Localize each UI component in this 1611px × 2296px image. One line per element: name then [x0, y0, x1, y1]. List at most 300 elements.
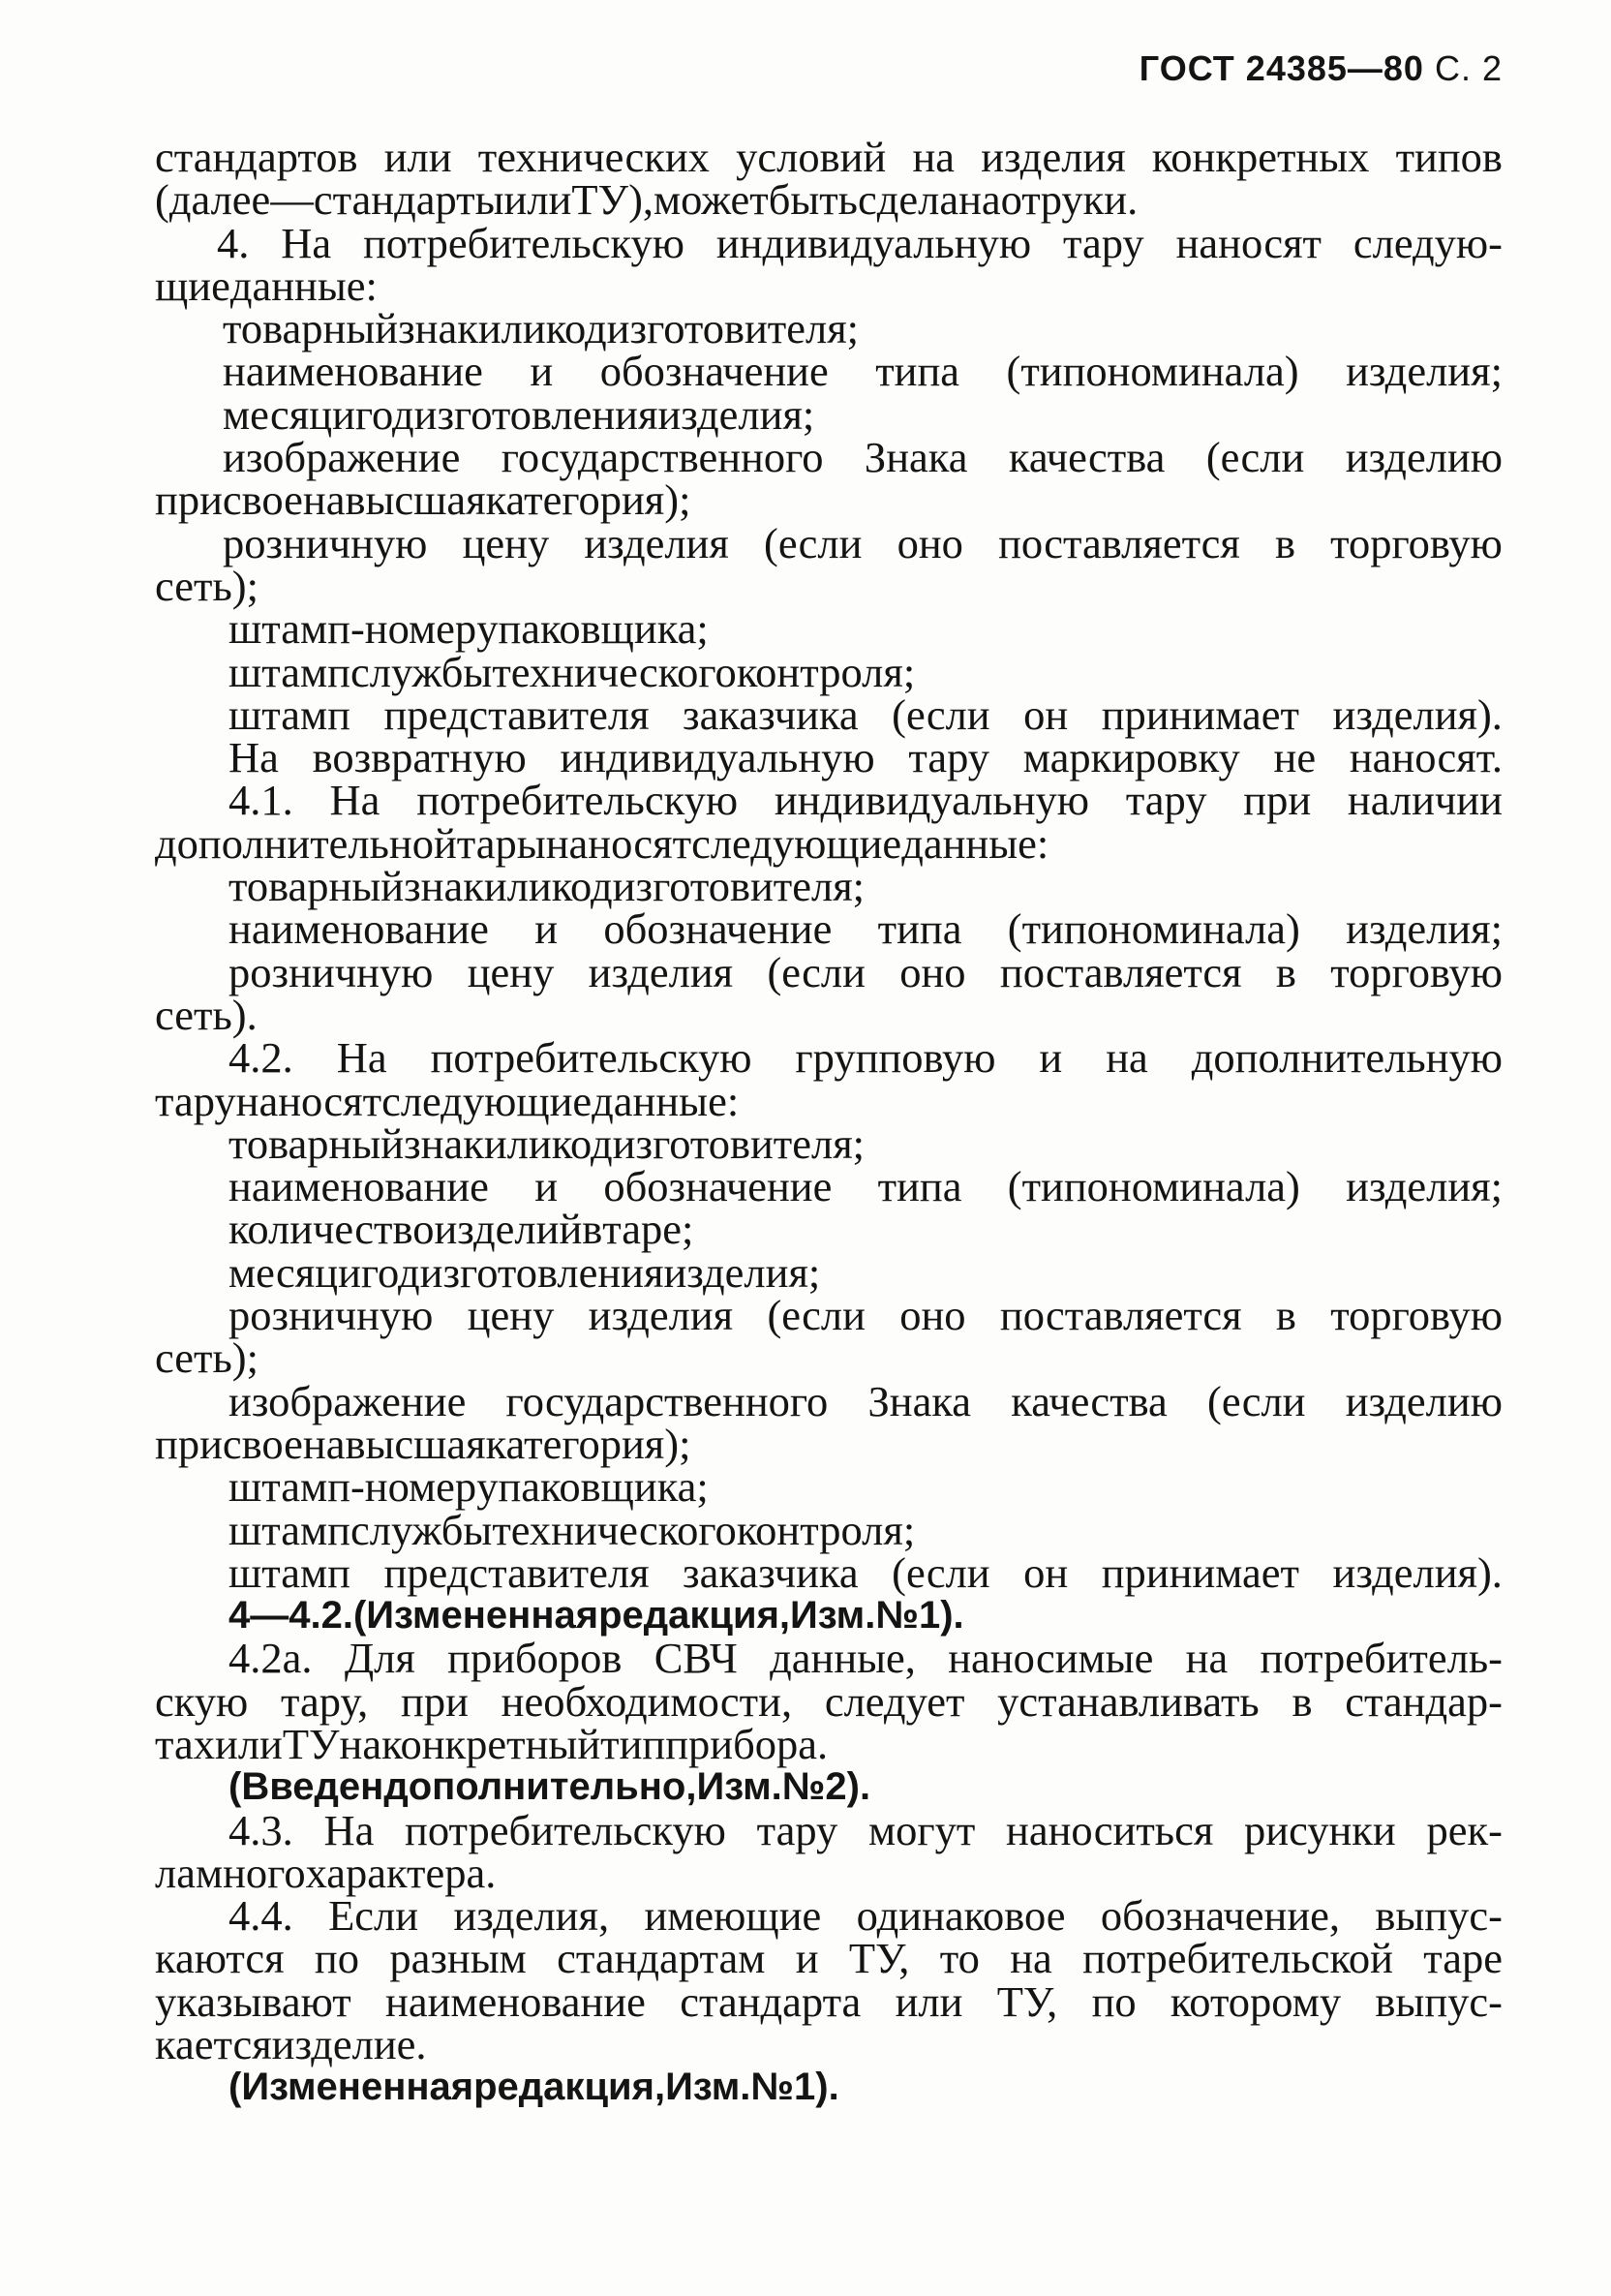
word: тах [155, 1719, 215, 1768]
word: в [582, 1205, 603, 1254]
document-body [155, 133, 1503, 2109]
word: оно [899, 947, 966, 996]
word: изделию [1345, 433, 1503, 482]
word: цену [462, 518, 550, 567]
word: контроля; [736, 1505, 916, 1554]
word: тару [155, 1076, 236, 1125]
word: 4.2а. [228, 1634, 313, 1683]
word: конкретный [381, 1719, 601, 1768]
text-line [155, 1376, 1503, 1425]
word: стандартам [557, 1934, 766, 1983]
word: рисунки [1244, 1805, 1396, 1854]
word: каются [155, 1934, 285, 1983]
word: указывают [155, 1976, 351, 2026]
word: службы [350, 1505, 493, 1554]
word: контроля; [736, 647, 916, 696]
text-line [155, 1333, 1503, 1383]
word: тары [456, 818, 546, 868]
word: и [338, 1247, 361, 1297]
text-line [155, 776, 1503, 825]
word: изображение [223, 433, 461, 482]
word: следующие [691, 818, 902, 868]
word: изделия; [1346, 1162, 1503, 1211]
word: изделие. [271, 2020, 427, 2069]
word: качества [1008, 433, 1166, 482]
word: имеющие [644, 1891, 822, 1941]
word: в [1275, 1291, 1296, 1340]
word: выпус- [1375, 1891, 1503, 1941]
word: тару [756, 1805, 838, 1854]
word: торговую [1330, 518, 1503, 567]
word: сеть). [155, 990, 258, 1039]
word: изготовителя; [612, 1118, 866, 1168]
word: от [1000, 175, 1041, 225]
word: наноситься [1006, 1805, 1214, 1854]
word: обозначение [603, 904, 833, 954]
text-line [155, 689, 1503, 739]
word: стандар- [1345, 1676, 1503, 1726]
word: может [654, 175, 769, 225]
word: государственного [501, 433, 824, 482]
word: 2). [825, 1765, 871, 1809]
word: потребительскую [363, 218, 684, 267]
word: маркировку [1022, 733, 1240, 782]
word: СВЧ [654, 1634, 738, 1683]
word: год [354, 389, 414, 439]
word: редакция, [473, 2066, 666, 2109]
word: тару, [280, 1676, 369, 1726]
text-line [155, 1805, 1503, 1854]
word: в [1274, 518, 1295, 567]
page-number: С. 2 [1434, 48, 1503, 88]
word: или [383, 133, 452, 181]
text-line [155, 1505, 1503, 1554]
word: государственного [505, 1376, 829, 1425]
word: данные, [770, 1634, 916, 1683]
word: (типономинала) [1007, 904, 1300, 954]
text-line [155, 1162, 1503, 1211]
word: (если [892, 1547, 990, 1597]
word: месяц [223, 389, 333, 439]
word: индивидуальную [715, 218, 1032, 267]
word: или [895, 1976, 963, 2026]
word: знак [404, 1118, 484, 1168]
word: (Измененная [228, 2066, 474, 2109]
word: высшая [345, 1419, 486, 1468]
word: ТУ), [571, 175, 654, 225]
text-line [155, 947, 1503, 996]
word: тару [908, 733, 990, 782]
word: тару [1063, 218, 1144, 267]
word: наносят [235, 1076, 382, 1125]
word: изготовления [419, 1247, 664, 1297]
word: следую- [1353, 218, 1503, 267]
text-line [155, 1419, 1503, 1468]
word: скую [155, 1676, 249, 1726]
word: (типономинала) [1007, 1162, 1300, 1211]
word: и [795, 1934, 819, 1983]
word: изделию [1345, 1376, 1503, 1425]
word: Для [344, 1634, 415, 1683]
word: На [329, 776, 380, 825]
word: и [534, 904, 559, 954]
word: стандартов [155, 133, 358, 181]
word: рек- [1426, 1805, 1503, 1854]
text-line [155, 1934, 1503, 1983]
word: технического [492, 1505, 737, 1554]
word: сеть); [155, 1333, 258, 1383]
text-line [155, 1033, 1503, 1083]
word: не [1273, 733, 1317, 782]
word: изделия [981, 133, 1126, 181]
word: службы [350, 647, 493, 696]
word: индивидуальную [560, 733, 875, 782]
word: он [1023, 689, 1069, 739]
word: Изм. [696, 1765, 782, 1809]
word: упаковщика; [476, 604, 709, 654]
word: на [339, 1719, 382, 1768]
text-line [155, 647, 1503, 696]
word: товарный [228, 862, 405, 911]
text-line [155, 990, 1503, 1039]
word: индивидуальную [774, 776, 1090, 825]
text-line [155, 1765, 1503, 1808]
text-line [155, 604, 1503, 654]
word: штамп [228, 647, 350, 696]
word: изделия; [657, 389, 815, 439]
word: руки. [1040, 175, 1139, 225]
word: одинаковое [856, 1891, 1066, 1941]
word: 4—4.2. [228, 1594, 353, 1638]
text-line [155, 1462, 1503, 1512]
word: при [401, 1676, 469, 1726]
word: код [545, 304, 607, 353]
word: разным [389, 1934, 527, 1983]
word: которому [1170, 1976, 1342, 2026]
word: наносимые [948, 1634, 1154, 1683]
word: или [483, 862, 552, 911]
word: (если [1205, 433, 1305, 482]
text-line [155, 862, 1503, 911]
word: в [1292, 1676, 1313, 1726]
text-line [155, 818, 1503, 868]
word: типа [875, 347, 960, 396]
word: наименование [223, 347, 483, 396]
word: или [477, 304, 546, 353]
word: категория); [485, 475, 691, 525]
word: принимает [1101, 689, 1300, 739]
word: характера. [305, 1848, 497, 1897]
word: розничную [228, 1291, 434, 1340]
word: код [551, 862, 613, 911]
word: возвратную [312, 733, 527, 782]
word: обозначение [603, 1162, 833, 1211]
word: — [270, 175, 314, 225]
word: по [1091, 1976, 1137, 2026]
word: наименование [385, 1976, 646, 2026]
word: (если [764, 518, 863, 567]
word: месяц [228, 1247, 339, 1297]
word: (если [767, 947, 866, 996]
word: 4.1. [228, 776, 293, 825]
text-line [155, 304, 1503, 353]
word: изделия, [453, 1891, 610, 1941]
word: Знака [867, 1376, 972, 1425]
word: необходимости, [501, 1676, 793, 1726]
word: изготовления [413, 389, 658, 439]
text-line [155, 475, 1503, 525]
word: ТУ, [996, 1976, 1058, 2026]
text-line [155, 1076, 1503, 1125]
word: изделия [588, 1291, 734, 1340]
word: изделия). [1332, 1547, 1503, 1597]
word: представителя [383, 689, 650, 739]
word: данные: [229, 260, 378, 310]
word: На [281, 218, 332, 267]
text-line [155, 1848, 1503, 1897]
word: прибора. [665, 1719, 829, 1768]
word: № [875, 1594, 919, 1638]
word: № [781, 1765, 826, 1809]
word: ламного [155, 1848, 306, 1897]
word: потребительскую [405, 1805, 726, 1854]
word: щие [155, 260, 230, 310]
word: тип [600, 1719, 666, 1768]
word: цену [467, 947, 555, 996]
word: и [530, 347, 554, 396]
text-line [155, 347, 1503, 396]
word: Изм. [790, 1594, 876, 1638]
word: заказчика [683, 689, 859, 739]
word: при [1243, 776, 1312, 825]
word: или [503, 175, 572, 225]
word: 4. [217, 218, 250, 267]
text-line [155, 175, 1503, 225]
word: штамп-номер [228, 1462, 477, 1512]
word: Если [328, 1891, 419, 1941]
word: поставляется [999, 947, 1242, 996]
word: могут [867, 1805, 976, 1854]
text-line [155, 2020, 1503, 2069]
word: по [314, 1934, 359, 1983]
word: Знака [864, 433, 968, 482]
word: потребительской [1082, 1934, 1393, 1983]
word: штамп-номер [228, 604, 477, 654]
word: На [336, 1033, 387, 1083]
text-line [155, 561, 1503, 610]
word: на [1185, 1634, 1229, 1683]
text-line [155, 904, 1503, 954]
word: штамп [228, 1505, 350, 1554]
word: (если [767, 1291, 866, 1340]
text-line [155, 1976, 1503, 2026]
word: стандарта [680, 1976, 862, 2026]
word: изделия; [663, 1247, 821, 1297]
word: следующие [381, 1076, 593, 1125]
text-line [155, 1634, 1503, 1683]
word: наносят. [1349, 733, 1503, 782]
word: или [215, 1719, 283, 1768]
word: сделана [857, 175, 1001, 225]
word: изделия). [1332, 689, 1503, 739]
text-line [155, 133, 1503, 181]
word: в [1275, 947, 1296, 996]
word: (Измененная [352, 1594, 599, 1638]
word: наносят [545, 818, 692, 868]
word: он [1023, 1547, 1069, 1597]
word: наименование [228, 1162, 489, 1211]
word: групповую [795, 1033, 996, 1083]
word: и [332, 389, 355, 439]
word: товарный [228, 1118, 405, 1168]
word: поставляется [998, 518, 1240, 567]
word: дополнительную [1191, 1033, 1503, 1083]
word: (далее [155, 175, 271, 225]
word: Изм. [665, 2066, 751, 2109]
text-line [155, 1719, 1503, 1768]
word: ТУ [282, 1719, 340, 1768]
word: 1). [794, 2066, 839, 2109]
word: типов [1395, 133, 1503, 181]
word: упаковщика; [476, 1462, 709, 1512]
text-line [155, 1118, 1503, 1168]
word: изготовителя; [612, 862, 866, 911]
text-line [155, 2066, 1503, 2108]
text-line [155, 389, 1503, 439]
word: на [1106, 1033, 1148, 1083]
word: следует [824, 1676, 965, 1726]
text-line [155, 518, 1503, 567]
word: или [483, 1118, 552, 1168]
word: год [360, 1247, 420, 1297]
word: стандарты [313, 175, 504, 225]
word: 4.3. [228, 1805, 293, 1854]
word: кается [155, 2020, 272, 2069]
word: изделия; [1346, 904, 1503, 954]
word: № [750, 2066, 795, 2109]
word: типа [877, 904, 962, 954]
word: технического [492, 647, 737, 696]
text-line [155, 433, 1503, 482]
word: и [534, 1162, 559, 1211]
word: оно [897, 518, 963, 567]
word: конкретных [1151, 133, 1370, 181]
word: принимает [1101, 1547, 1300, 1597]
word: торговую [1330, 947, 1503, 996]
word: на [1010, 1934, 1052, 1983]
word: редакция, [598, 1594, 791, 1638]
word: (типономинала) [1006, 347, 1299, 396]
word: изделия [588, 947, 734, 996]
word: представителя [383, 1547, 650, 1597]
word: на [912, 133, 956, 181]
word: штамп [228, 1547, 350, 1597]
word: цену [467, 1291, 555, 1340]
word: (Введен [228, 1765, 384, 1809]
word: поставляется [999, 1291, 1242, 1340]
word: тару [1125, 776, 1207, 825]
word: заказчика [683, 1547, 859, 1597]
word: изготовителя; [606, 304, 860, 353]
word: розничную [228, 947, 434, 996]
word: знак [398, 304, 478, 353]
word: наносят [1175, 218, 1322, 267]
word: сеть); [155, 561, 258, 610]
word: 4.2. [228, 1033, 293, 1083]
word: 1). [918, 1594, 964, 1638]
word: На [228, 733, 279, 782]
word: то [939, 1934, 980, 1983]
text-line [155, 1891, 1503, 1941]
word: изделия; [1346, 347, 1503, 396]
word: технических [477, 133, 710, 181]
word: изделий [434, 1205, 583, 1254]
word: потребительскую [416, 776, 739, 825]
word: таре; [602, 1205, 694, 1254]
word: наименование [228, 904, 489, 954]
word: розничную [223, 518, 428, 567]
text-line [155, 1291, 1503, 1340]
word: обозначение [599, 347, 829, 396]
text-line [155, 733, 1503, 782]
standard-number: ГОСТ 24385—80 [1139, 48, 1424, 88]
word: дополнительной [155, 818, 457, 868]
word: выпус- [1375, 1976, 1503, 2026]
word: присвоена [155, 1419, 346, 1468]
word: устанавливать [997, 1676, 1260, 1726]
word: количество [228, 1205, 435, 1254]
word: быть [768, 175, 858, 225]
word: приборов [447, 1634, 623, 1683]
text-line [155, 1247, 1503, 1297]
word: товарный [223, 304, 399, 353]
word: знак [404, 862, 484, 911]
text-line [155, 1205, 1503, 1254]
word: штамп [228, 689, 350, 739]
word: категория); [485, 1419, 691, 1468]
word: таре [1423, 1934, 1503, 1983]
word: (если [892, 689, 990, 739]
text-line [155, 218, 1503, 267]
text-line [155, 1547, 1503, 1597]
word: изображение [228, 1376, 467, 1425]
word: (если [1207, 1376, 1306, 1425]
word: типа [877, 1162, 962, 1211]
word: ТУ, [848, 1934, 910, 1983]
word: наличии [1347, 776, 1503, 825]
word: и [1039, 1033, 1063, 1083]
text-line [155, 1594, 1503, 1637]
text-line [155, 260, 1503, 310]
word: 4.4. [228, 1891, 293, 1941]
word: изделия [584, 518, 729, 567]
word: качества [1011, 1376, 1168, 1425]
word: оно [899, 1291, 966, 1340]
word: данные: [592, 1076, 740, 1125]
word: потребитель- [1260, 1634, 1503, 1683]
word: код [551, 1118, 613, 1168]
text-line [155, 1676, 1503, 1726]
word: условий [736, 133, 887, 181]
word: обозначение, [1100, 1891, 1341, 1941]
word: присвоена [155, 475, 346, 525]
word: На [323, 1805, 375, 1854]
word: высшая [345, 475, 486, 525]
page-header [1140, 48, 1503, 89]
word: дополнительно, [383, 1765, 697, 1809]
word: данные: [901, 818, 1049, 868]
word: потребительскую [430, 1033, 752, 1083]
